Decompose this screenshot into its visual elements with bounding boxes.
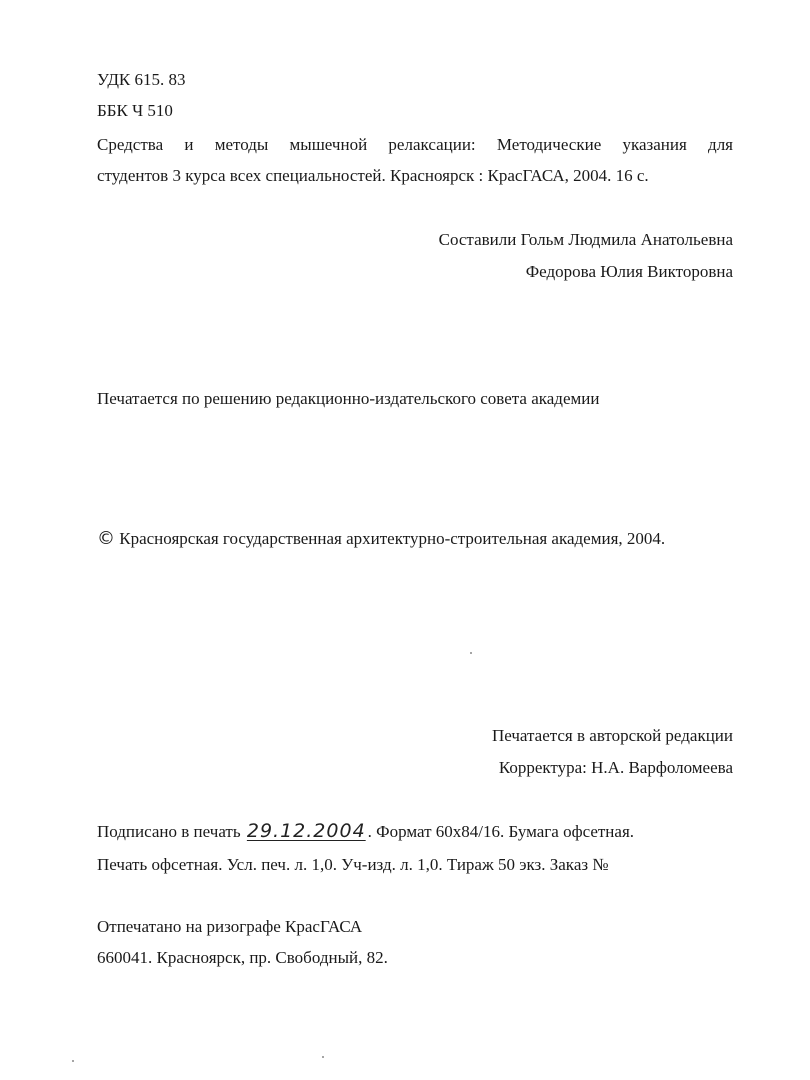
approval-note: Печатается по решению редакционно-издательского совета академии bbox=[97, 389, 600, 408]
bbk-code: ББК Ч 510 bbox=[97, 101, 173, 120]
print-details-line: Печать офсетная. Усл. печ. л. 1,0. Уч-изд. л. 1,0. Тираж 50 экз. Заказ № bbox=[97, 855, 609, 874]
signed-for-print-line bbox=[97, 821, 634, 842]
scan-speck bbox=[72, 1060, 74, 1062]
description-line-2: студентов 3 курса всех специальностей. Красноярск : КрасГАСА, 2004. 16 с. bbox=[97, 166, 649, 185]
edition-note: Печатается в авторской редакции bbox=[491, 726, 733, 745]
copyright-text: Красноярская государственная архитектурно-строительная академия, 2004. bbox=[115, 529, 666, 548]
description-line-1: Средства и методы мышечной релаксации: Методические указания для bbox=[97, 135, 733, 154]
scan-speck bbox=[322, 1056, 324, 1058]
copyright-icon: © bbox=[97, 528, 115, 549]
signed-suffix: . Формат 60х84/16. Бумага офсетная. bbox=[367, 822, 635, 841]
scan-speck bbox=[470, 652, 472, 654]
udk-code: УДК 615. 83 bbox=[97, 70, 186, 89]
signed-prefix: Подписано в печать bbox=[97, 822, 245, 841]
printer-address: 660041. Красноярск, пр. Свободный, 82. bbox=[97, 948, 388, 967]
compilers-line-2: Федорова Юлия Викторовна bbox=[525, 262, 733, 281]
copyright-line bbox=[97, 529, 665, 549]
compilers-line-1: Составили Гольм Людмила Анатольевна bbox=[438, 230, 733, 249]
printer-line-1: Отпечатано на ризографе КрасГАСА bbox=[97, 917, 363, 936]
proofreader: Корректура: Н.А. Варфоломеева bbox=[498, 758, 733, 777]
handwritten-date: 29.12.2004 bbox=[246, 820, 366, 842]
